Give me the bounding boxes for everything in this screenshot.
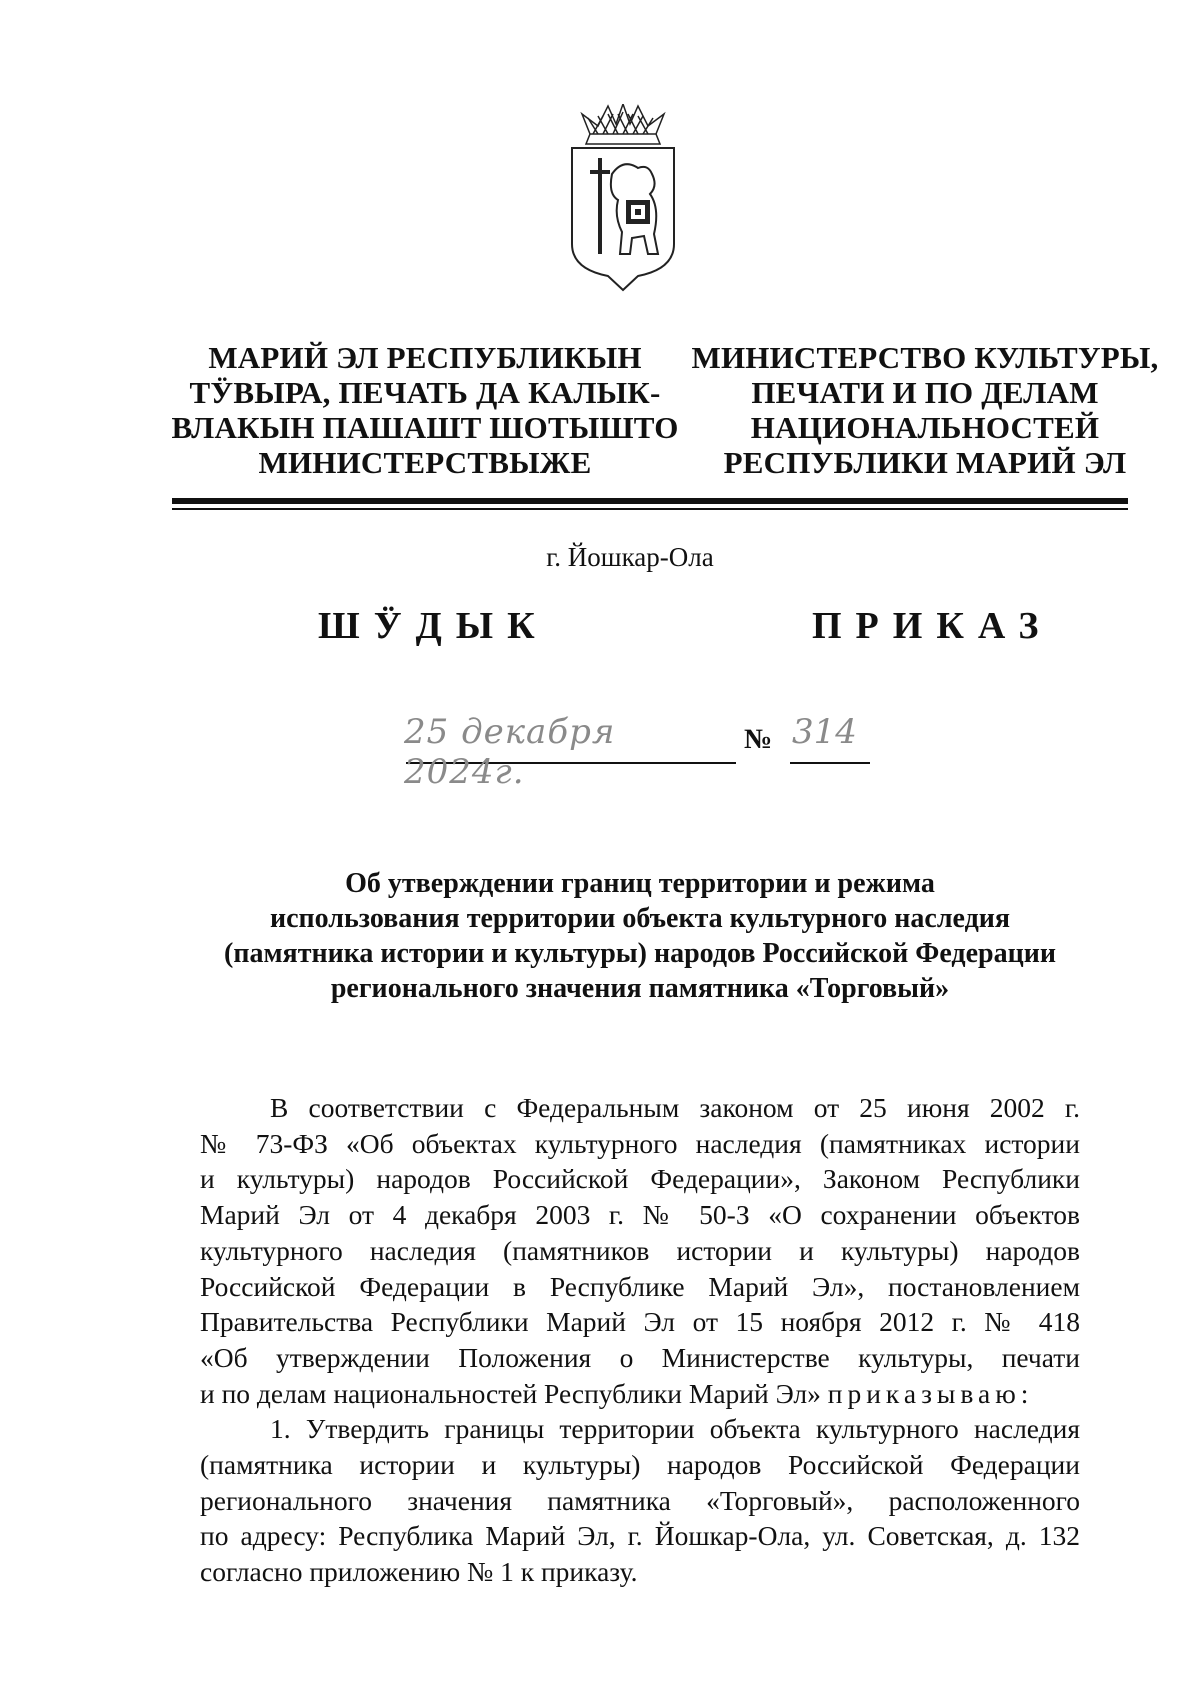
- body-line: (памятника истории и культуры) народов Российской Федерации: [200, 1449, 1080, 1481]
- body-line: согласно приложению № 1 к приказу.: [200, 1556, 638, 1588]
- body-line: регионального значения памятника «Торговый», расположенного: [200, 1484, 1080, 1516]
- body-line: Российской Федерации в Республике Марий Эл», постановлением: [200, 1270, 1080, 1302]
- header-divider-thick: [172, 498, 1128, 504]
- coat-of-arms-icon: [568, 104, 678, 304]
- title-line: (памятника истории и культуры) народов Российской Федерации: [224, 938, 1056, 969]
- order-word-mari: ШӰДЫК: [318, 605, 549, 647]
- header-divider-thin: [172, 508, 1128, 510]
- title-line: Об утверждении границ территории и режима: [345, 868, 935, 899]
- body-line-text: и по делам национальностей Республики Марий Эл»: [200, 1377, 828, 1409]
- body-line: «Об утверждении Положения о Министерстве культуры, печати: [200, 1341, 1080, 1373]
- title-line: регионального значения памятника «Торговый»: [330, 973, 950, 1004]
- body-line: культурного наследия (памятников истории и культуры) народов: [200, 1234, 1080, 1266]
- ministry-name-mari: МАРИЙ ЭЛ РЕСПУБЛИКЫН ТӰВЫРА, ПЕЧАТЬ ДА КАЛЫК- ВЛАКЫН ПАШАШТ ШОТЫШТО МИНИСТЕРСТВЫЖЕ: [171, 340, 679, 480]
- body-line: по адресу: Республика Марий Эл, г. Йошкар-Ола, ул. Советская, д. 132: [200, 1520, 1080, 1552]
- body-line: [200, 1376, 1080, 1412]
- body-line: № 73-ФЗ «Об объектах культурного наследия (памятниках истории: [200, 1127, 1080, 1159]
- document-title: [170, 866, 1110, 1006]
- body-line: В соответствии с Федеральным законом от 25 июня 2002 г.: [270, 1092, 1080, 1123]
- order-verb: приказываю:: [827, 1377, 1034, 1409]
- body-line: и культуры) народов Российской Федерации», Законом Республики: [200, 1163, 1080, 1195]
- city-name: г. Йошкар-Ола: [546, 542, 714, 572]
- order-number: 314: [792, 712, 857, 752]
- body-line: 1. Утвердить границы территории объекта культурного наследия: [270, 1413, 1080, 1445]
- body-line: Марий Эл от 4 декабря 2003 г. № 50-З «О сохранении объектов: [200, 1199, 1080, 1231]
- body-line: Правительства Республики Марий Эл от 15 ноября 2012 г. № 418: [200, 1306, 1080, 1338]
- ministry-name-russian: МИНИСТЕРСТВО КУЛЬТУРЫ, ПЕЧАТИ И ПО ДЕЛАМ НАЦИОНАЛЬНОСТЕЙ РЕСПУБЛИКИ МАРИЙ ЭЛ: [691, 340, 1159, 480]
- document-body: [200, 1090, 1080, 1590]
- order-date: 25 декабря 2024г.: [404, 712, 616, 792]
- title-line: использования территории объекта культурного наследия: [269, 903, 1011, 934]
- order-word-russian: ПРИКАЗ: [812, 605, 1053, 647]
- number-sign: №: [744, 724, 773, 755]
